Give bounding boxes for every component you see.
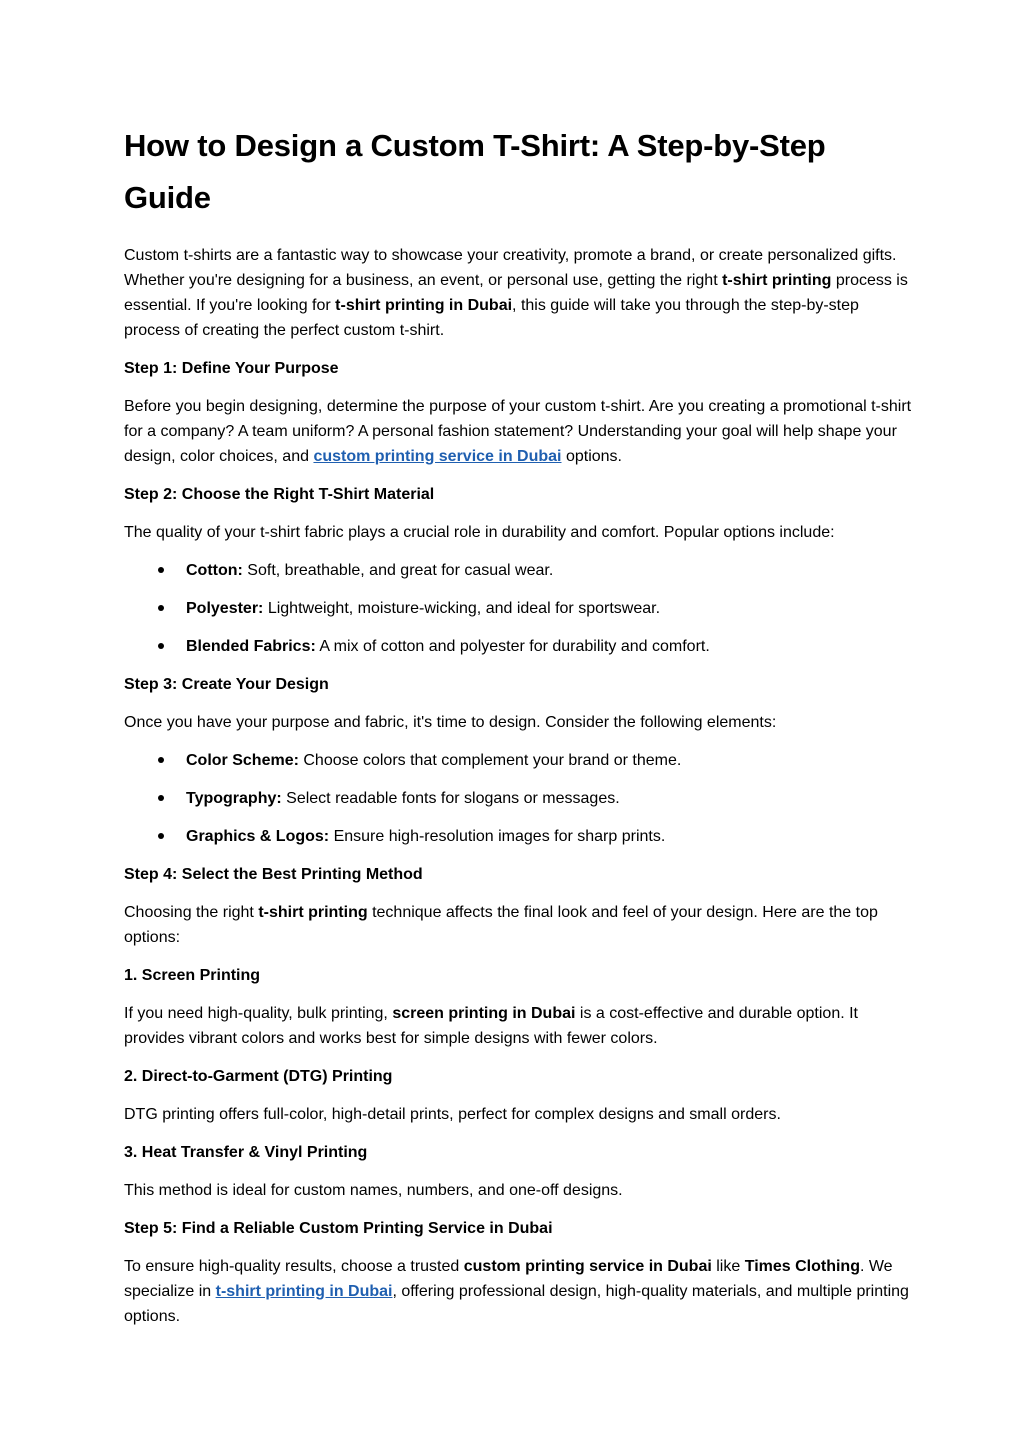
page-title: How to Design a Custom T-Shirt: A Step-by-Step Guide: [124, 128, 826, 215]
tshirt-printing-dubai-link[interactable]: t-shirt printing in Dubai: [215, 1283, 393, 1300]
step1-text-1: Before you begin designing, determine the purpose of your custom t-shirt. Are you creating a promotional t-shirt for a company? A team uniform? A personal fashion statement? Understanding your goal will help shape your design, color choices, and: [124, 398, 912, 465]
list-item: [186, 824, 914, 849]
step5-text-1: To ensure high-quality results, choose a trusted: [124, 1258, 464, 1275]
step4-text-1: Choosing the right: [124, 904, 259, 921]
list-item-term: Color Scheme:: [186, 752, 299, 769]
custom-printing-service-link[interactable]: custom printing service in Dubai: [313, 448, 562, 465]
step4-text-2: technique affects the final look and feel of your design. Here are the top options:: [124, 904, 878, 946]
bullet-icon: [158, 643, 164, 649]
step5-bold-1: custom printing service in Dubai: [463, 1258, 712, 1275]
bullet-icon: [158, 605, 164, 611]
design-elements-list: [124, 748, 914, 849]
step3-paragraph: Once you have your purpose and fabric, it's time to design. Consider the following elements:: [124, 714, 777, 731]
list-item-term: Typography:: [186, 790, 282, 807]
bullet-icon: [158, 567, 164, 573]
intro-text-1: Custom t-shirts are a fantastic way to showcase your creativity, promote a brand, or create personalized gifts. Whether you're designing for a business, an event, or personal use, getting the right: [124, 247, 897, 289]
method2-paragraph: DTG printing offers full-color, high-detail prints, perfect for complex designs and small orders.: [124, 1106, 781, 1123]
intro-text-3: , this guide will take you through the step-by-step process of creating the perfect custom t-shirt.: [124, 297, 859, 339]
list-item-term: Cotton:: [186, 562, 243, 579]
list-item: [186, 748, 914, 773]
step5-heading: Step 5: Find a Reliable Custom Printing Service in Dubai: [124, 1220, 553, 1237]
step5-bold-2: Times Clothing: [744, 1258, 860, 1275]
method1-text-2: is a cost-effective and durable option. It provides vibrant colors and works best for simple designs with fewer colors.: [124, 1005, 858, 1047]
intro-text-2: process is essential. If you're looking for: [124, 272, 908, 314]
bullet-icon: [158, 833, 164, 839]
step1-paragraph: [124, 394, 914, 469]
method2-heading: 2. Direct-to-Garment (DTG) Printing: [124, 1068, 393, 1085]
method3-paragraph: This method is ideal for custom names, numbers, and one-off designs.: [124, 1182, 623, 1199]
step4-bold-1: t-shirt printing: [258, 904, 368, 921]
step2-heading: Step 2: Choose the Right T-Shirt Material: [124, 486, 435, 503]
list-item: [186, 596, 914, 621]
step3-heading: Step 3: Create Your Design: [124, 676, 329, 693]
method3-heading: 3. Heat Transfer & Vinyl Printing: [124, 1144, 368, 1161]
intro-paragraph: [124, 243, 914, 343]
list-item: [186, 558, 914, 583]
intro-bold-2: t-shirt printing in Dubai: [335, 297, 513, 314]
step1-heading: Step 1: Define Your Purpose: [124, 360, 339, 377]
list-item-term: Blended Fabrics:: [186, 638, 316, 655]
step5-text-2: like: [711, 1258, 745, 1275]
list-item: [186, 634, 914, 659]
method1-paragraph: [124, 1001, 914, 1051]
step4-paragraph: [124, 900, 914, 950]
list-item-desc: Soft, breathable, and great for casual wear.: [242, 562, 554, 579]
method1-text-1: If you need high-quality, bulk printing,: [124, 1005, 393, 1022]
list-item-term: Graphics & Logos:: [186, 828, 330, 845]
list-item-desc: Select readable fonts for slogans or messages.: [281, 790, 620, 807]
bullet-icon: [158, 757, 164, 763]
step1-text-2: options.: [561, 448, 622, 465]
step5-paragraph: [124, 1254, 914, 1329]
step4-heading: Step 4: Select the Best Printing Method: [124, 866, 423, 883]
step5-text-3: . We specialize in: [124, 1258, 893, 1300]
material-list: [124, 558, 914, 659]
list-item-desc: Choose colors that complement your brand or theme.: [298, 752, 682, 769]
list-item: [186, 786, 914, 811]
list-item-desc: Lightweight, moisture-wicking, and ideal for sportswear.: [263, 600, 661, 617]
list-item-desc: Ensure high-resolution images for sharp prints.: [329, 828, 666, 845]
step5-text-4: , offering professional design, high-quality materials, and multiple printing options.: [124, 1283, 909, 1325]
step2-paragraph: The quality of your t-shirt fabric plays a crucial role in durability and comfort. Popular options include:: [124, 524, 835, 541]
bullet-icon: [158, 795, 164, 801]
list-item-term: Polyester:: [186, 600, 264, 617]
method1-heading: 1. Screen Printing: [124, 967, 261, 984]
method1-bold-1: screen printing in Dubai: [392, 1005, 576, 1022]
document-page: [124, 120, 914, 1342]
intro-bold-1: t-shirt printing: [722, 272, 832, 289]
list-item-desc: A mix of cotton and polyester for durability and comfort.: [315, 638, 710, 655]
